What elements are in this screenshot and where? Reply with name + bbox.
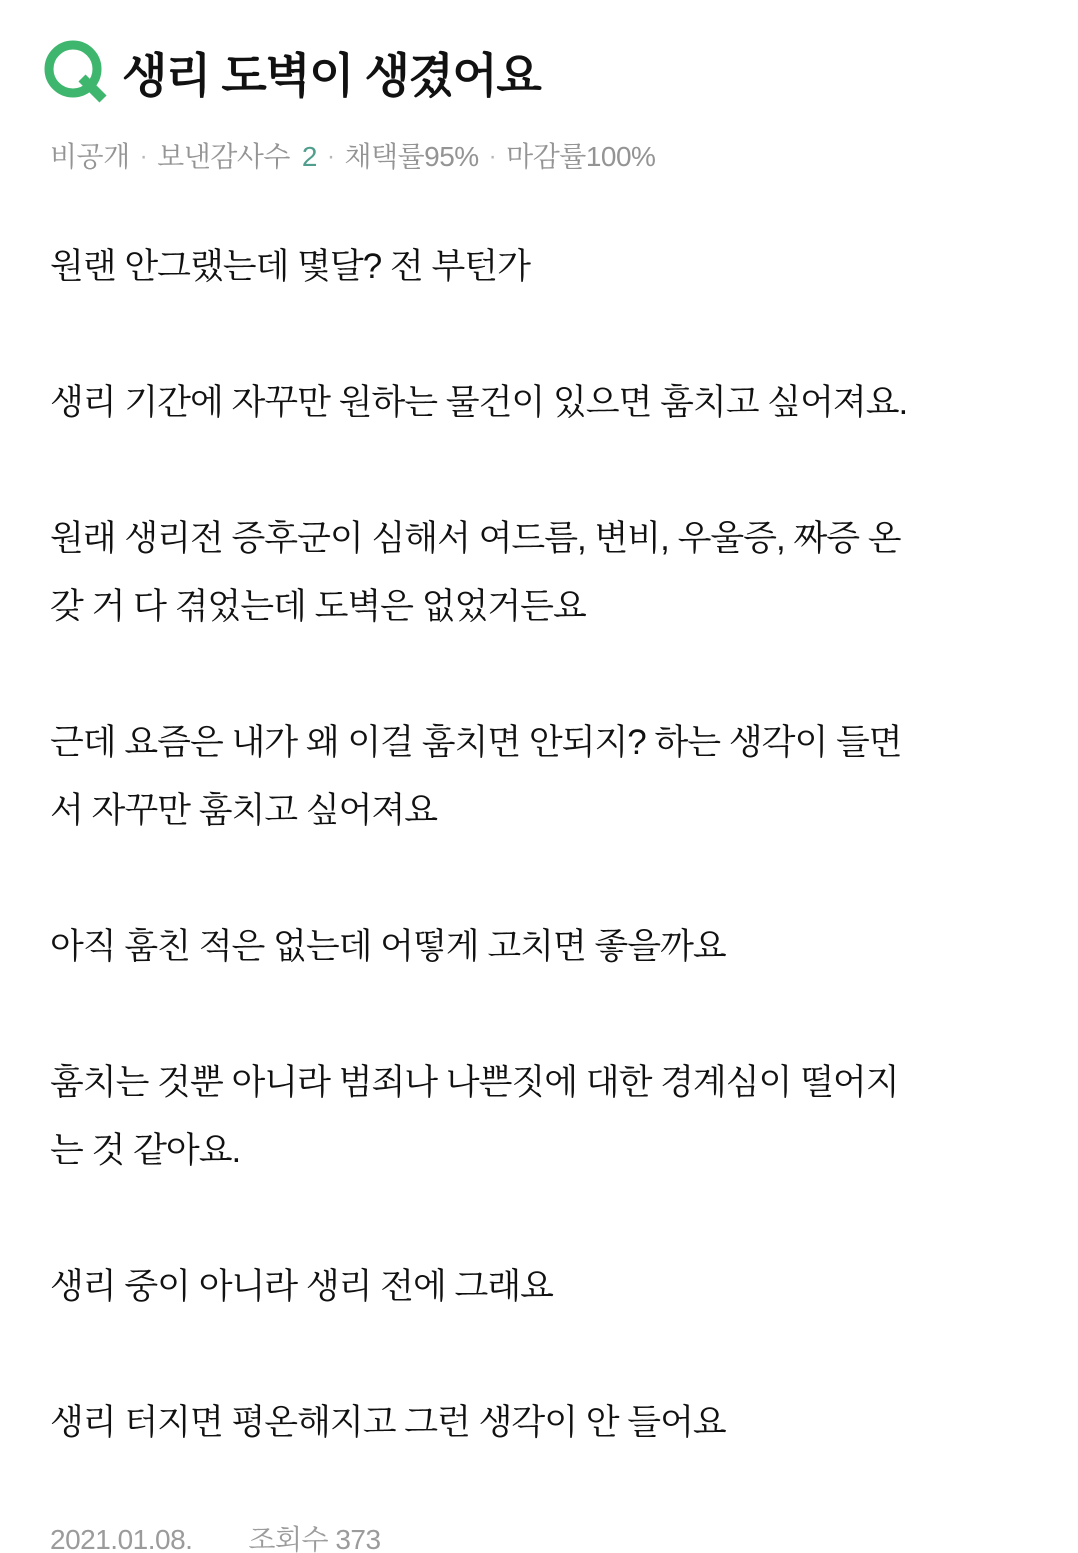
paragraph-line: 생리 중이 아니라 생리 전에 그래요 (50, 1267, 553, 1306)
meta-thanks-count: 2 (301, 141, 317, 172)
paragraph-line: 는 것 같아요. (50, 1131, 241, 1170)
meta-separator: · (326, 143, 335, 170)
paragraph-line: 근데 요즘은 내가 왜 이걸 훔치면 안되지? 하는 생각이 들면 (50, 723, 902, 762)
paragraph-line: 아직 훔친 적은 없는데 어떻게 고치면 좋을까요 (50, 927, 726, 966)
question-paragraph (50, 1389, 1028, 1457)
paragraph-line: 생리 터지면 평온해지고 그런 생각이 안 들어요 (50, 1403, 726, 1442)
questioner-meta (50, 142, 1028, 172)
question-paragraph (50, 233, 1028, 301)
question-paragraph (50, 1049, 1028, 1185)
paragraph-line: 훔치는 것뿐 아니라 범죄나 나쁜짓에 대한 경계심이 떨어지 (50, 1063, 899, 1102)
question-q-icon (42, 38, 110, 106)
paragraph-line: 생리 기간에 자꾸만 원하는 물건이 있으면 훔치고 싶어져요. (50, 383, 908, 422)
meta-separator: · (139, 143, 148, 170)
paragraph-line: 원랜 안그랬는데 몇달? 전 부턴가 (50, 247, 530, 286)
question-paragraph (50, 709, 1028, 845)
question-footer (50, 1525, 1028, 1553)
paragraph-line: 갖 거 다 겪었는데 도벽은 없었거든요 (50, 587, 586, 626)
question-date: 2021.01.08. (50, 1524, 193, 1553)
question-title: 생리 도벽이 생겼어요 (122, 48, 541, 102)
question-paragraph (50, 1253, 1028, 1321)
question-body (50, 233, 1028, 1457)
meta-visibility: 비공개 (50, 141, 130, 172)
meta-separator: · (488, 143, 497, 170)
question-paragraph (50, 369, 1028, 437)
question-paragraph (50, 913, 1028, 981)
view-count: 조회수 373 (248, 1524, 381, 1553)
meta-adoption-rate: 채택률95% (344, 141, 479, 172)
paragraph-line: 원래 생리전 증후군이 심해서 여드름, 변비, 우울증, 짜증 온 (50, 519, 901, 558)
paragraph-line: 서 자꾸만 훔치고 싶어져요 (50, 791, 438, 830)
question-header (42, 38, 1028, 106)
question-paragraph (50, 505, 1028, 641)
meta-thanks-label: 보낸감사수 (157, 141, 290, 172)
meta-deadline-rate: 마감률100% (506, 141, 656, 172)
